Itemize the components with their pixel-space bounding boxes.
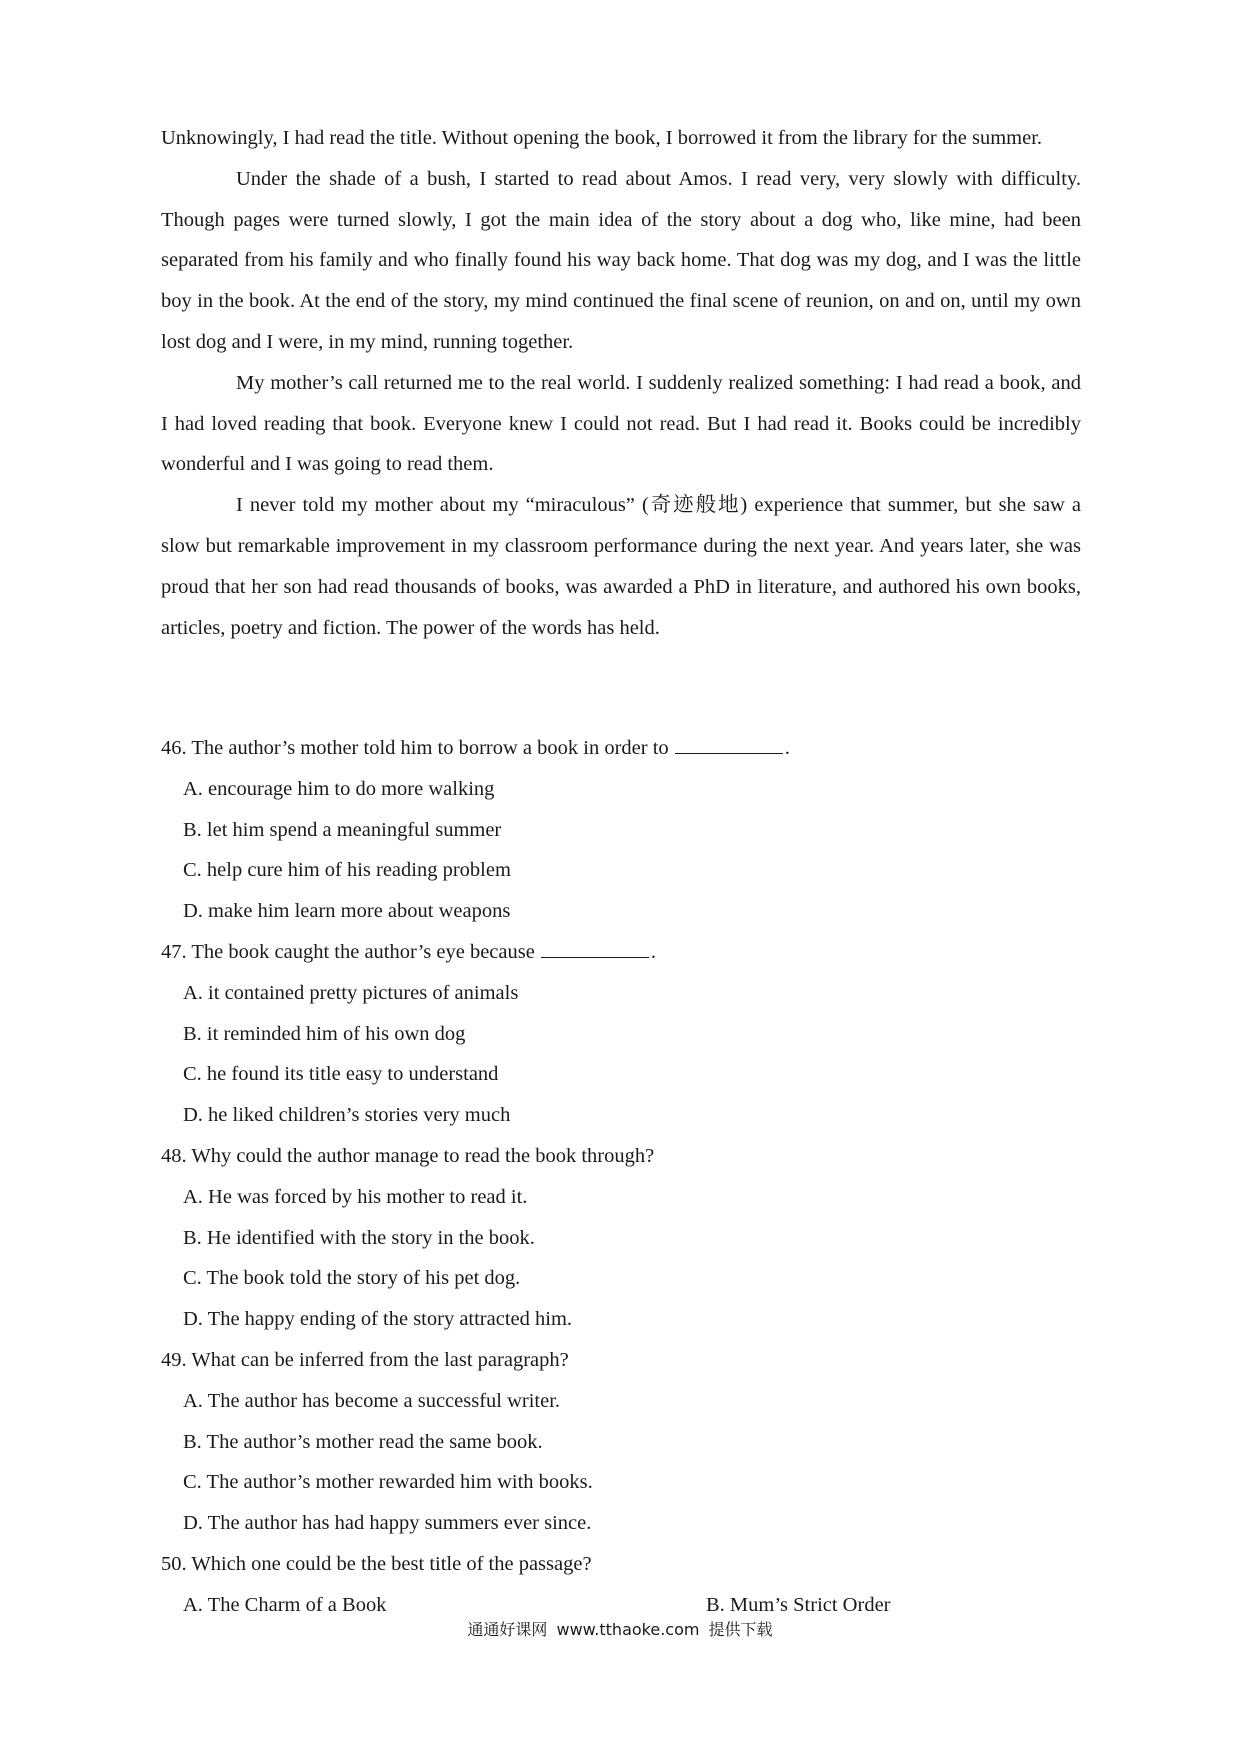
question-47 — [161, 932, 1081, 1136]
option-c: C. help cure him of his reading problem — [183, 859, 511, 882]
question-stem — [161, 728, 1081, 769]
option-b: B. let him spend a meaningful summer — [183, 818, 502, 841]
question-48 — [161, 1136, 1081, 1340]
option-a: A. it contained pretty pictures of animals — [183, 981, 519, 1004]
question-50 — [161, 1544, 1081, 1626]
option-b: B. Mum’s Strict Order — [706, 1593, 891, 1616]
option-c: C. he found its title easy to understand — [183, 1063, 499, 1086]
option-c: C. The book told the story of his pet dog. — [183, 1267, 521, 1290]
question-49 — [161, 1340, 1081, 1544]
question-stem-text: 47. The book caught the author’s eye because — [161, 940, 535, 963]
passage-paragraph-2: Under the shade of a bush, I started to read about Amos. I read very, very slowly with difficulty. Though pages were turned slowly, I got the main idea of the story about a dog who, like mine, had been separated from his family and who finally found his way back home. That dog was my dog, and I was the little boy in the book. At the end of the story, my mind continued the final scene of reunion, on and on, until my own lost dog and I were, in my mind, running together. — [161, 167, 1081, 353]
stem-end-punctuation: . — [650, 940, 656, 963]
reading-passage — [161, 118, 1081, 648]
option-d: D. The happy ending of the story attracted him. — [183, 1308, 573, 1331]
option-a: A. The Charm of a Book — [183, 1593, 387, 1616]
question-stem-text: 46. The author’s mother told him to borrow a book in order to — [161, 737, 669, 759]
option-d: D. he liked children’s stories very much — [183, 1104, 511, 1127]
passage-paragraph-1: Unknowingly, I had read the title. Without opening the book, I borrowed it from the library for the summer. — [161, 127, 1043, 149]
question-46 — [161, 728, 1081, 932]
option-a: A. encourage him to do more walking — [183, 777, 495, 800]
option-d: D. make him learn more about weapons — [183, 900, 511, 923]
question-list — [161, 728, 1081, 1626]
passage-paragraph-4: I never told my mother about my “miraculous” (奇迹般地) experience that summer, but she saw a slow but remarkable improvement in my classroom performance during the next year. And years later, she was proud that her son had read thousands of books, was awarded a PhD in literature, and authored his own books, articles, poetry and fiction. The power of the words has held. — [161, 494, 1081, 639]
question-stem: 50. Which one could be the best title of the passage? — [161, 1552, 592, 1575]
option-d: D. The author has had happy summers ever since. — [183, 1512, 592, 1535]
question-stem: 49. What can be inferred from the last paragraph? — [161, 1348, 569, 1371]
option-b: B. He identified with the story in the book. — [183, 1226, 535, 1249]
option-a: A. The author has become a successful writer. — [183, 1389, 561, 1412]
page-footer: 通通好课网 www.tthaoke.com 提供下载 — [467, 1620, 773, 1639]
option-b: B. it reminded him of his own dog — [183, 1022, 466, 1045]
answer-blank — [675, 735, 783, 754]
option-b: B. The author’s mother read the same book. — [183, 1430, 543, 1453]
question-stem: 48. Why could the author manage to read the book through? — [161, 1144, 655, 1167]
question-stem — [161, 932, 1081, 973]
stem-end-punctuation: . — [784, 737, 790, 759]
option-a: A. He was forced by his mother to read it. — [183, 1185, 528, 1208]
passage-paragraph-3: My mother’s call returned me to the real world. I suddenly realized something: I had read a book, and I had loved reading that book. Everyone knew I could not read. But I had read it. Books could be incredibly wonderful and I was going to read them. — [161, 371, 1081, 476]
option-c: C. The author’s mother rewarded him with books. — [183, 1471, 593, 1494]
answer-blank — [541, 939, 649, 958]
